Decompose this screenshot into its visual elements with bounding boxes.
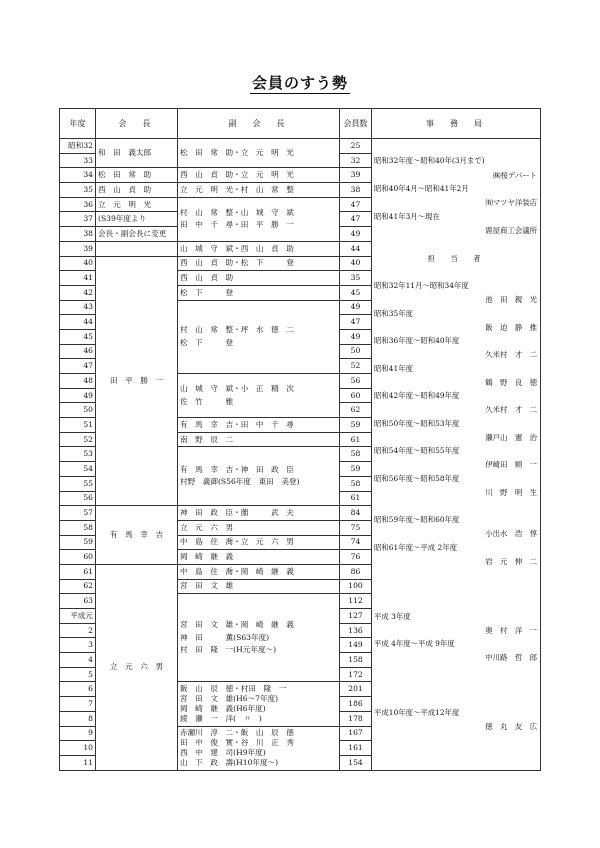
vice-line: 村 山 常 整・坪 水 徳 二	[180, 325, 294, 335]
year-cell: 63	[60, 594, 96, 609]
president-cell: 立 元 明 光	[96, 197, 178, 212]
office-text: 昭和40年4月～昭和41年2月	[374, 184, 469, 193]
office-text: 昭和56年度～昭和58年度	[374, 474, 460, 483]
year-cell: 46	[60, 344, 96, 359]
office-text: 平成10年度～平成12年度	[374, 708, 460, 717]
year-cell: 36	[60, 197, 96, 212]
members-cell: 38	[340, 183, 372, 198]
office-text: 徳 丸 友 広	[485, 722, 537, 731]
vice-cell: 中 島 住 喬・岡 崎 継 義	[178, 564, 340, 579]
year-cell: 49	[60, 388, 96, 403]
president-cell	[96, 241, 178, 256]
members-cell: 59	[340, 462, 372, 477]
table-row	[60, 139, 541, 154]
office-text: 昭和59年度～昭和60年度	[374, 515, 460, 524]
members-cell: 25	[340, 139, 372, 154]
office-text: 昭和32年度～昭和40年(3月まで)	[374, 156, 485, 165]
year-cell: 4	[60, 653, 96, 668]
year-cell: 55	[60, 476, 96, 491]
members-cell: 61	[340, 432, 372, 447]
members-cell: 58	[340, 447, 372, 462]
members-cell: 60	[340, 388, 372, 403]
year-cell: 58	[60, 520, 96, 535]
header-year: 年度	[60, 109, 96, 139]
vice-line: 飯 山 辰 徳・村田 隆 一	[180, 683, 287, 693]
year-cell: 8	[60, 711, 96, 726]
members-cell: 76	[340, 550, 372, 565]
vice-cell	[178, 197, 340, 241]
header-president: 会 長	[96, 109, 178, 139]
office-text: 昭和41年3月～現在	[374, 212, 440, 221]
header-row	[60, 109, 541, 139]
year-cell: 7	[60, 697, 96, 712]
year-cell: 52	[60, 432, 96, 447]
office-text: 昭和35年度	[374, 309, 413, 318]
year-cell: 43	[60, 300, 96, 315]
vice-cell: 西 山 貞 助	[178, 271, 340, 286]
office-text: 奥 村 洋 一	[485, 626, 537, 635]
header-vice: 副 会 長	[178, 109, 340, 139]
year-cell: 47	[60, 359, 96, 374]
members-cell: 100	[340, 579, 372, 594]
members-cell: 49	[340, 227, 372, 242]
members-cell: 47	[340, 315, 372, 330]
year-cell: 57	[60, 506, 96, 521]
year-cell: 40	[60, 256, 96, 271]
office-text: 久米村 才 二	[485, 405, 537, 414]
year-cell: 45	[60, 329, 96, 344]
members-cell: 59	[340, 418, 372, 433]
office-text: 池 田 親 光	[485, 295, 537, 304]
members-cell: 45	[340, 285, 372, 300]
year-cell: 53	[60, 447, 96, 462]
year-cell: 39	[60, 241, 96, 256]
members-cell: 61	[340, 491, 372, 506]
vice-cell	[178, 374, 340, 418]
members-cell: 154	[340, 755, 372, 770]
members-cell: 136	[340, 623, 372, 638]
vice-cell: 山 城 守 斌・西 山 貞 助	[178, 241, 340, 256]
vice-cell: 松 田 常 助・立 元 明 光	[178, 139, 340, 168]
members-cell: 50	[340, 344, 372, 359]
vice-cell: 西 山 貞 助・立 元 明 光	[178, 168, 340, 183]
year-cell: 51	[60, 418, 96, 433]
year-cell: 3	[60, 638, 96, 653]
year-cell: 48	[60, 374, 96, 389]
year-cell: 59	[60, 535, 96, 550]
members-cell: 52	[340, 359, 372, 374]
vice-line: 宮 田 文 雄・岡 崎 継 義	[180, 620, 294, 630]
members-cell: 74	[340, 535, 372, 550]
page-title: 会員のすう勢	[251, 74, 348, 92]
year-cell: 61	[60, 564, 96, 579]
members-cell: 75	[340, 520, 372, 535]
office-text: 昭和36年度～昭和40年度	[374, 336, 460, 345]
year-cell: 38	[60, 227, 96, 242]
vice-line: 村 山 常 整・山 城 守 斌	[180, 207, 294, 217]
year-cell: 37	[60, 212, 96, 227]
year-cell: 34	[60, 168, 96, 183]
year-cell: 昭和32	[60, 139, 96, 154]
year-cell: 33	[60, 153, 96, 168]
year-cell: 11	[60, 755, 96, 770]
year-cell: 2	[60, 623, 96, 638]
vice-cell	[178, 447, 340, 506]
vice-line: 佐 竹 雅	[180, 396, 234, 406]
members-cell: 39	[340, 168, 372, 183]
vice-line: 田 中 千 尋・田 平 勝 一	[180, 220, 294, 230]
members-cell: 35	[340, 271, 372, 286]
members-cell: 158	[340, 653, 372, 668]
members-cell: 62	[340, 403, 372, 418]
year-cell: 42	[60, 285, 96, 300]
header-office: 事 務 局	[372, 109, 541, 139]
office-text: 担 当 者	[427, 254, 485, 263]
members-cell: 49	[340, 300, 372, 315]
year-cell: 6	[60, 682, 96, 697]
vice-cell	[178, 726, 340, 770]
members-cell: 161	[340, 741, 372, 756]
vice-cell: 宮 田 文 雄	[178, 579, 340, 594]
year-cell: 56	[60, 491, 96, 506]
president-cell: 松 田 常 助	[96, 168, 178, 183]
office-text: 伊崎田 順 一	[485, 460, 537, 469]
vice-cell: 神 田 政 臣・薗 武 夫	[178, 506, 340, 521]
members-cell: 47	[340, 197, 372, 212]
vice-cell: 立 元 六 男	[178, 520, 340, 535]
members-cell: 49	[340, 329, 372, 344]
year-cell: 41	[60, 271, 96, 286]
office-text: 瀬戸山 憲 治	[485, 433, 537, 442]
vice-cell: 中 島 住 喬・立 元 六 男	[178, 535, 340, 550]
members-cell: 186	[340, 697, 372, 712]
vice-cell: 岡 崎 継 義	[178, 550, 340, 565]
vice-line: 田 中 俊 實・谷 川 正 秀	[180, 738, 294, 748]
year-cell: 平成元	[60, 609, 96, 624]
year-cell: 54	[60, 462, 96, 477]
vice-line: 有 馬 幸 吉・神 田 政 臣	[180, 464, 294, 474]
vice-cell	[178, 594, 340, 682]
vice-line: 岡 崎 継 義(H6年度)	[180, 703, 266, 713]
president-cell: 西 山 貞 助	[96, 183, 178, 198]
members-cell: 44	[340, 241, 372, 256]
year-cell: 44	[60, 315, 96, 330]
office-text: 平成 4年度～平成 9年度	[374, 639, 455, 648]
vice-cell: 松 下 登	[178, 285, 340, 300]
vice-cell	[178, 682, 340, 726]
members-cell: 58	[340, 476, 372, 491]
office-text: 昭和54年度～昭和55年度	[374, 446, 460, 455]
president-cell: 和 田 義太郎	[96, 139, 178, 168]
year-cell: 62	[60, 579, 96, 594]
members-cell: 86	[340, 564, 372, 579]
members-cell: 84	[340, 506, 372, 521]
members-cell: 32	[340, 153, 372, 168]
vice-cell: 立 元 明 光・村 山 常 整	[178, 183, 340, 198]
year-cell: 50	[60, 403, 96, 418]
office-text: 久米村 才 二	[485, 350, 537, 359]
office-text: 中川路 哲 郎	[485, 653, 537, 662]
office-text: 岩 元 伸 二	[485, 557, 537, 566]
vice-line: 宮 田 文 雄(H6～7年度)	[180, 693, 279, 703]
office-text: ㈱桜デパート	[493, 171, 537, 180]
header-members: 会員数	[340, 109, 372, 139]
president-cell: 田 平 勝 一	[96, 256, 178, 506]
president-note: (S39年度より	[96, 212, 178, 227]
vice-line: 赤瀬川 淳 二・飯 山 辰 徳	[180, 728, 294, 738]
vice-line: 山 城 守 斌・小 正 精 次	[180, 384, 294, 394]
office-text: 昭和42年度～昭和49年度	[374, 391, 460, 400]
vice-line: 村 田 隆 一(H元年度～)	[180, 645, 277, 655]
office-text: 飯 迫 静 推	[485, 323, 537, 332]
vice-cell: 有 馬 幸 吉・田 中 千 尋	[178, 418, 340, 433]
office-text: 小出水 浩 惇	[485, 529, 537, 538]
vice-line: 西 中 建 司(H9年度)	[180, 748, 266, 758]
year-cell: 9	[60, 726, 96, 741]
members-cell: 167	[340, 726, 372, 741]
office-text: 鶴 野 良 徳	[485, 378, 537, 387]
office-text: 川 野 明 生	[485, 488, 537, 497]
year-cell: 35	[60, 183, 96, 198]
vice-line: 神 田 薫(S63年度)	[180, 632, 270, 642]
office-text: 昭和41年度	[374, 364, 413, 373]
president-cell: 立 元 六 男	[96, 564, 178, 770]
members-cell: 47	[340, 212, 372, 227]
members-cell: 112	[340, 594, 372, 609]
members-cell: 56	[340, 374, 372, 389]
president-note: 会長・副会長に変更	[96, 227, 178, 242]
office-text: ㈲マツヤ洋装店	[485, 198, 537, 207]
members-cell: 178	[340, 711, 372, 726]
office-text: 昭和32年11月～昭和34年度	[374, 281, 469, 290]
members-cell: 172	[340, 667, 372, 682]
vice-cell: 西 山 貞 助・松 下 登	[178, 256, 340, 271]
year-cell: 5	[60, 667, 96, 682]
membership-table	[59, 108, 541, 771]
members-cell: 149	[340, 638, 372, 653]
office-text: 平成 3年度	[374, 612, 411, 621]
vice-line: 山 下 政 壽(H10年度～)	[180, 758, 279, 768]
year-cell: 60	[60, 550, 96, 565]
members-cell: 40	[340, 256, 372, 271]
office-text: 鹿屋商工会議所	[485, 226, 537, 235]
year-cell: 10	[60, 741, 96, 756]
vice-cell	[178, 300, 340, 373]
vice-line: 松 下 登	[180, 337, 234, 347]
office-text: 昭和50年度～昭和53年度	[374, 419, 460, 428]
members-cell: 127	[340, 609, 372, 624]
president-cell: 有 馬 幸 吉	[96, 506, 178, 565]
members-cell: 201	[340, 682, 372, 697]
vice-cell: 南 野 辰 二	[178, 432, 340, 447]
vice-line: 村野 義御(S56年度 東田 美登)	[180, 477, 300, 487]
vice-line: 綾 瀬 一 洋( 〃 )	[180, 713, 262, 723]
office-column	[372, 139, 541, 771]
office-text: 昭和61年度～平成 2年度	[374, 543, 457, 552]
